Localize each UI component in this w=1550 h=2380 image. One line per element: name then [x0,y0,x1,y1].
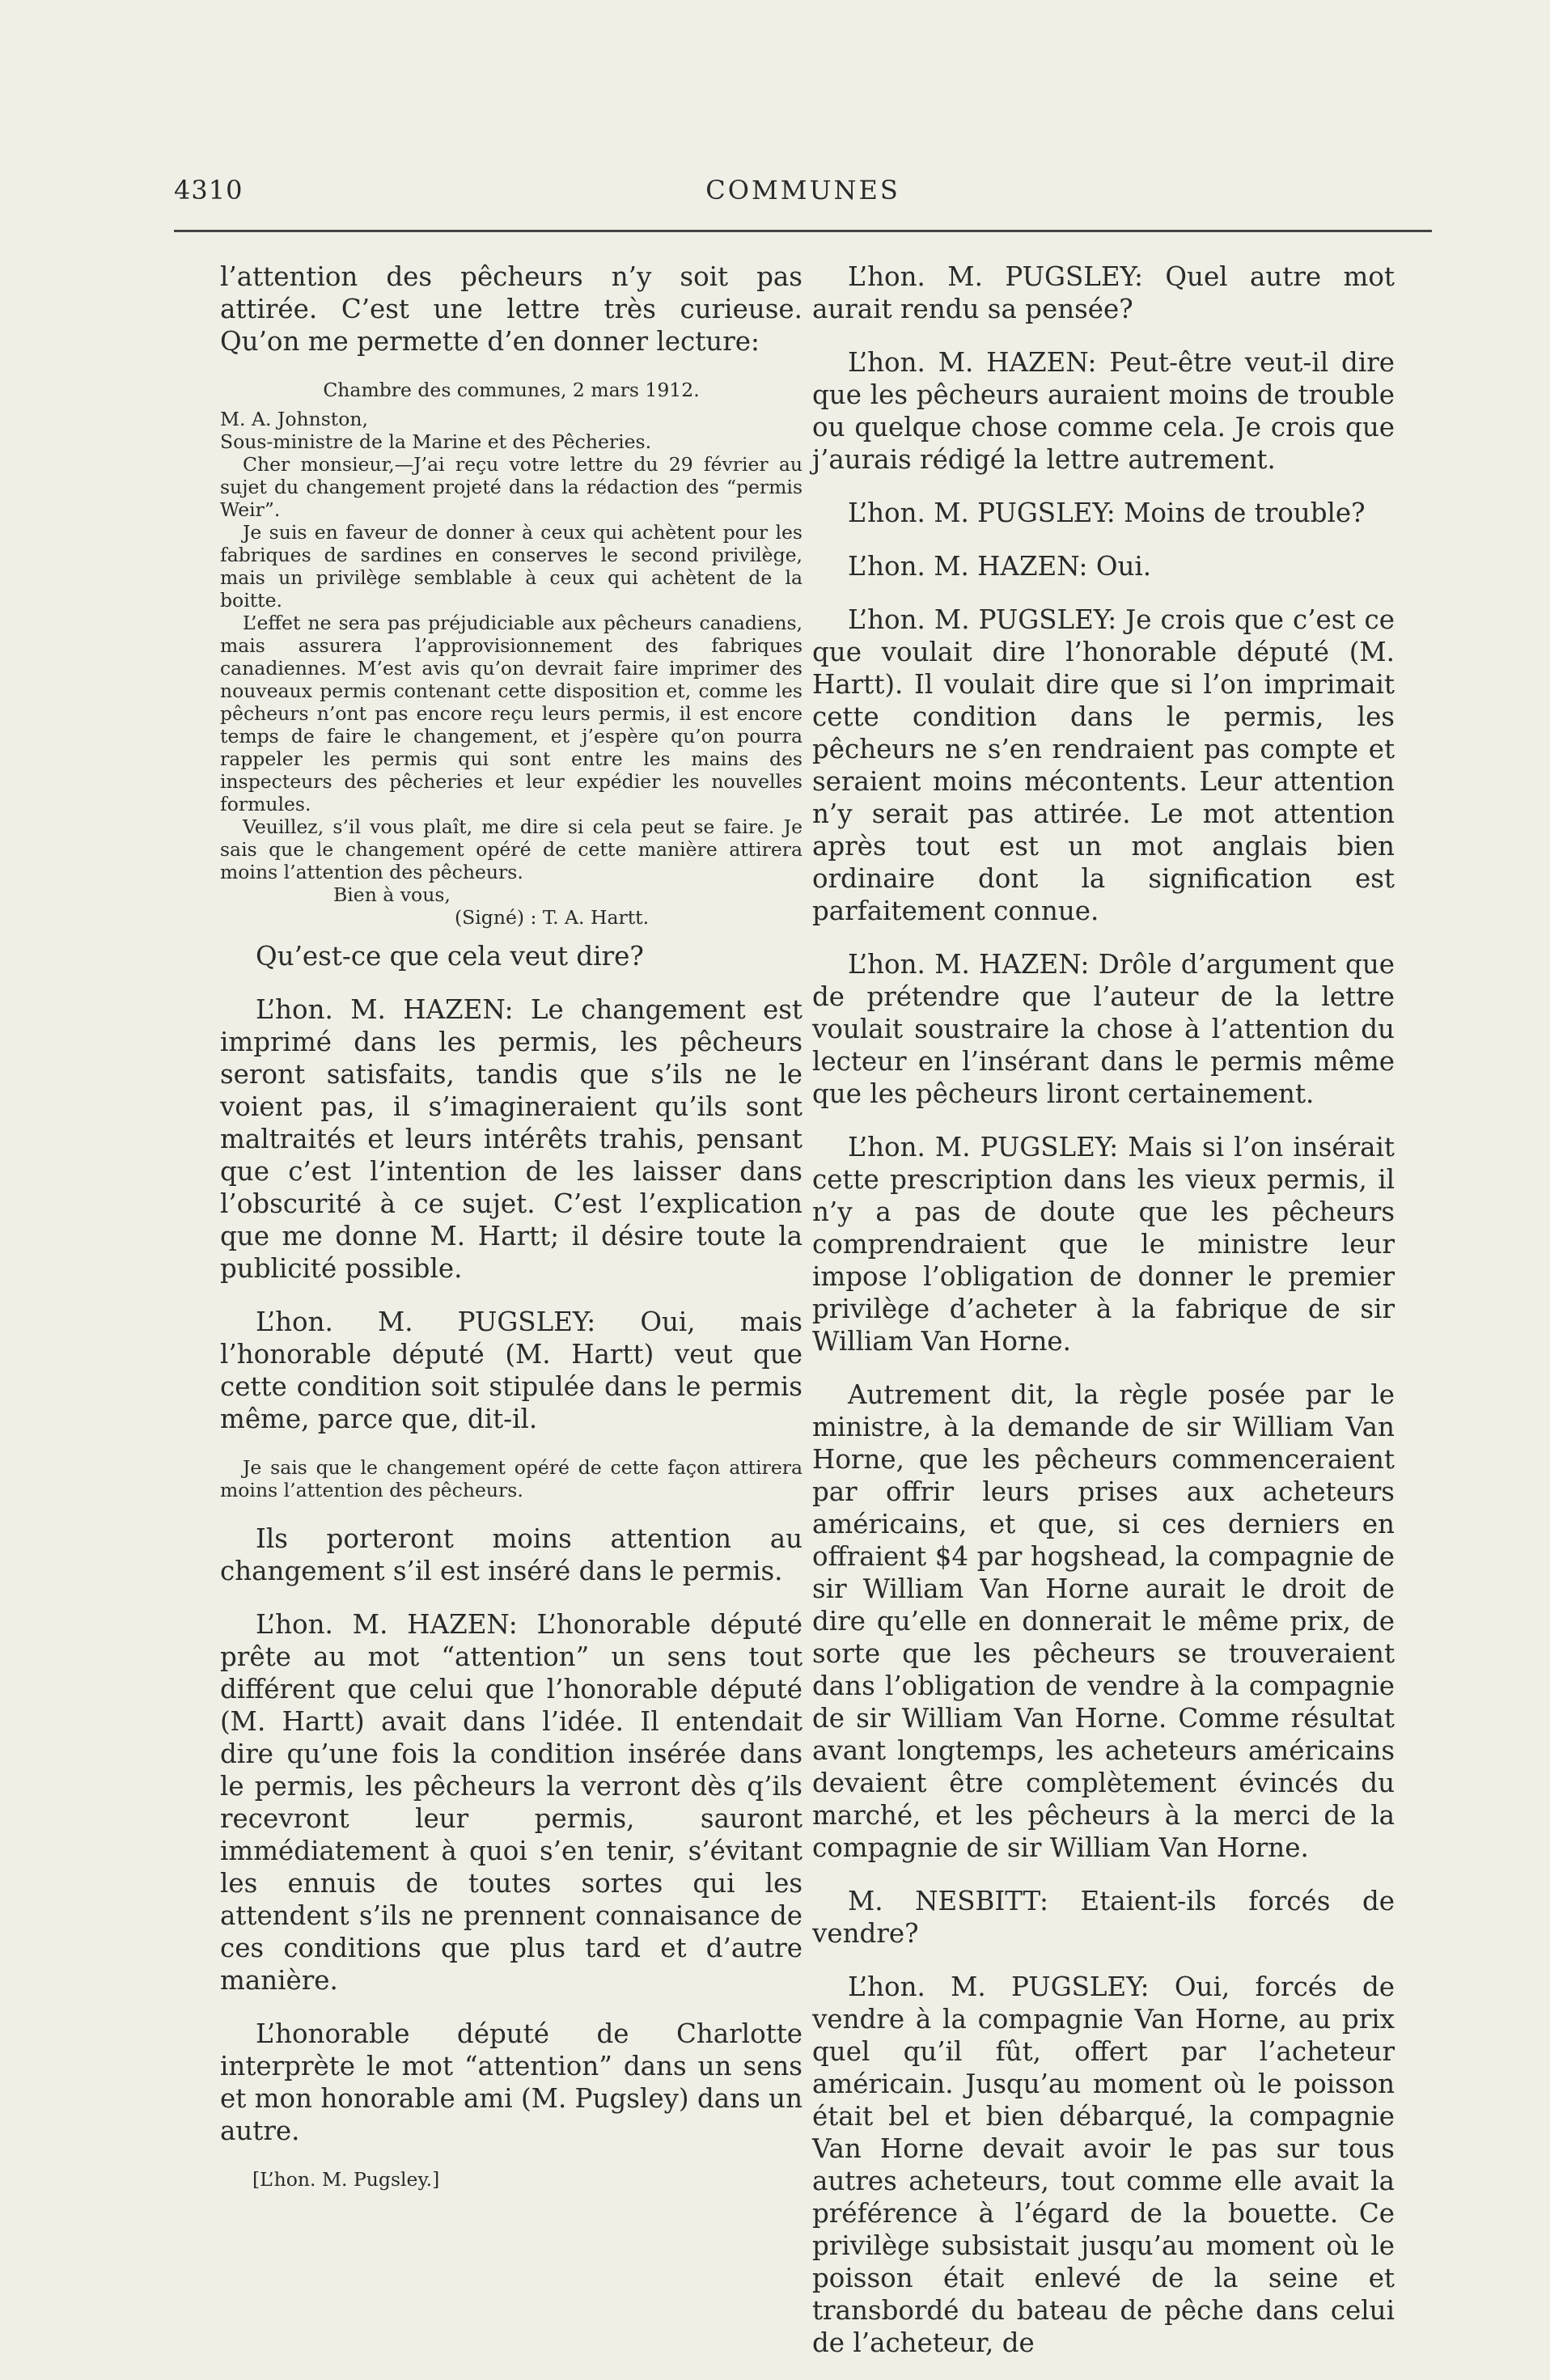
paragraph-question: Qu’est-ce que cela veut dire? [256,941,644,972]
page-header [174,175,1432,212]
left-column [220,260,803,2191]
letter-paragraph: Veuillez, s’il vous plaît, me dire si cela peut se faire. Je sais que le changement opéré de cette manière attirera moins l’attention des pêcheurs. [220,815,803,883]
paragraph-hazen: L’hon. M. HAZEN: Le changement est imprimé dans les permis, les pêcheurs seront satisfaits, tandis que s’ils ne le voient pas, il s’imagineraient qu’ils sont maltraités et leurs intérêts trahis, pensant que c’est l’intention de les laisser dans l’obscurité à ce sujet. C’est l’explication que me donne M. Hartt; il désire toute la publicité possible. [220,994,803,1284]
paragraph-nesbitt: M. NESBITT: Etaient-ils forcés de vendre? [812,1886,1395,1949]
header-rule [174,230,1432,232]
quoted-letter [220,379,803,929]
letter-addressee-title: Sous-ministre de la Marine et des Pêcheries. [220,430,652,453]
paragraph-pugsley: L’hon. M. PUGSLEY: Oui, mais l’honorable député (M. Hartt) veut que cette condition soit stipulée dans le permis même, parce que, dit-il. [220,1306,803,1434]
letter-paragraph: L’effet ne sera pas préjudiciable aux pêcheurs canadiens, mais assurera l’approvisionnement des fabriques canadiennes. M’est avis qu’on devrait faire imprimer des nouveaux permis contenant cette disposition et, comme les pêcheurs n’ont pas encore reçu leurs permis, il est encore temps de faire le changement, et j’espère qu’on pourra rappeler les permis qui sont entre les mains des inspecteurs des pêcheries et leur expédier les nouvelles formules. [220,612,803,815]
letter-paragraph: Cher monsieur,—J’ai reçu votre lettre du 29 février au sujet du changement projeté dans la rédaction des “permis Weir”. [220,453,803,521]
paragraph-pugsley: L’hon. M. PUGSLEY: Mais si l’on insérait cette prescription dans les vieux permis, il n’y a pas de doute que les pêcheurs comprendraient que le ministre leur impose l’obligation de donner le premier privilège d’acheter à la fabrique de sir William Van Horne. [812,1132,1395,1357]
letter-signature: (Signé) : T. A. Hartt. [455,906,650,929]
paragraph-pugsley: L’hon. M. PUGSLEY: Moins de trouble? [848,498,1366,528]
letter-dateline: Chambre des communes, 2 mars 1912. [323,379,700,401]
quoted-sentence: Je sais que le changement opéré de cette façon attirera moins l’attention des pêcheurs. [220,1456,803,1501]
paragraph-pugsley: L’hon. M. PUGSLEY: Quel autre mot aurait rendu sa pensée? [812,261,1395,324]
paragraph-ils: Ils porteront moins attention au changement s’il est inséré dans le permis. [220,1523,803,1586]
paragraph-hazen: L’hon. M. HAZEN: Peut-être veut-il dire que les pêcheurs auraient moins de trouble ou quelque chose comme cela. Je crois que j’aurais rédigé la lettre autrement. [812,347,1395,475]
paragraph-hazen: L’hon. M. HAZEN: Oui. [848,551,1152,582]
right-column [812,260,1395,2380]
running-title: COMMUNES [705,175,900,205]
paragraph-intro: l’attention des pêcheurs n’y soit pas attirée. C’est une lettre très curieuse. Qu’on me permette d’en donner lecture: [220,261,803,357]
letter-paragraph: Je suis en faveur de donner à ceux qui achètent pour les fabriques de sardines en conserves le second privilège, mais un privilège semblable à ceux qui achètent de la boitte. [220,521,803,612]
footer-note: [L’hon. M. Pugsley.] [252,2168,440,2191]
letter-addressee-name: M. A. Johnston, [220,408,369,430]
page-number: 4310 [174,175,244,205]
paragraph-charlotte: L’honorable député de Charlotte interprète le mot “attention” dans un sens et mon honorable ami (M. Pugsley) dans un autre. [220,2018,803,2146]
paragraph-hazen: L’hon. M. HAZEN: Drôle d’argument que de prétendre que l’auteur de la lettre voulait soustraire la chose à l’attention du lecteur en l’insérant dans le permis même que les pêcheurs liront certainement. [812,949,1395,1109]
letter-closing: Bien à vous, [333,883,451,906]
paragraph-pugsley: L’hon. M. PUGSLEY: Oui, forcés de vendre à la compagnie Van Horne, au prix quel qu’il fût, offert par l’acheteur américain. Jusqu’au moment où le poisson était bel et bien débarqué, la compagnie Van Horne devait avoir le pas sur tous autres acheteurs, tout comme elle avait la préférence à l’égard de la bouette. Ce privilège subsistait jusqu’au moment où le poisson était enlevé de la seine et transbordé du bateau de pêche dans celui de l’acheteur, de [812,1971,1395,2358]
paragraph-hazen: L’hon. M. HAZEN: L’honorable député prête au mot “attention” un sens tout différent que celui que l’honorable député (M. Hartt) avait dans l’idée. Il entendait dire qu’une fois la condition insérée dans le permis, les pêcheurs la verront dès q’ils recevront leur permis, sauront immédiatement à quoi s’en tenir, s’évitant les ennuis de toutes sortes qui les attendent s’ils ne prennent connaisance de ces conditions que plus tard et d’autre manière. [220,1609,803,1996]
paragraph-pugsley: L’hon. M. PUGSLEY: Je crois que c’est ce que voulait dire l’honorable député (M. Hartt). Il voulait dire que si l’on imprimait cette condition dans le permis, les pêcheurs ne s’en rendraient pas compte et seraient moins mécontents. Leur attention n’y serait pas attirée. Le mot attention après tout est un mot anglais bien ordinaire dont la signification est parfaitement connue. [812,604,1395,926]
paragraph-autrement: Autrement dit, la règle posée par le ministre, à la demande de sir William Van Horne, que les pêcheurs commenceraient par offrir leurs prises aux acheteurs américains, et que, si ces derniers en offraient $4 par hogshead, la compagnie de sir William Van Horne aurait le droit de dire qu’elle en donnerait le même prix, de sorte que les pêcheurs se trouveraient dans l’obligation de vendre à la compagnie de sir William Van Horne. Comme résultat avant longtemps, les acheteurs américains devaient être complètement évincés du marché, et les pêcheurs à la merci de la compagnie de sir William Van Horne. [812,1379,1395,1863]
